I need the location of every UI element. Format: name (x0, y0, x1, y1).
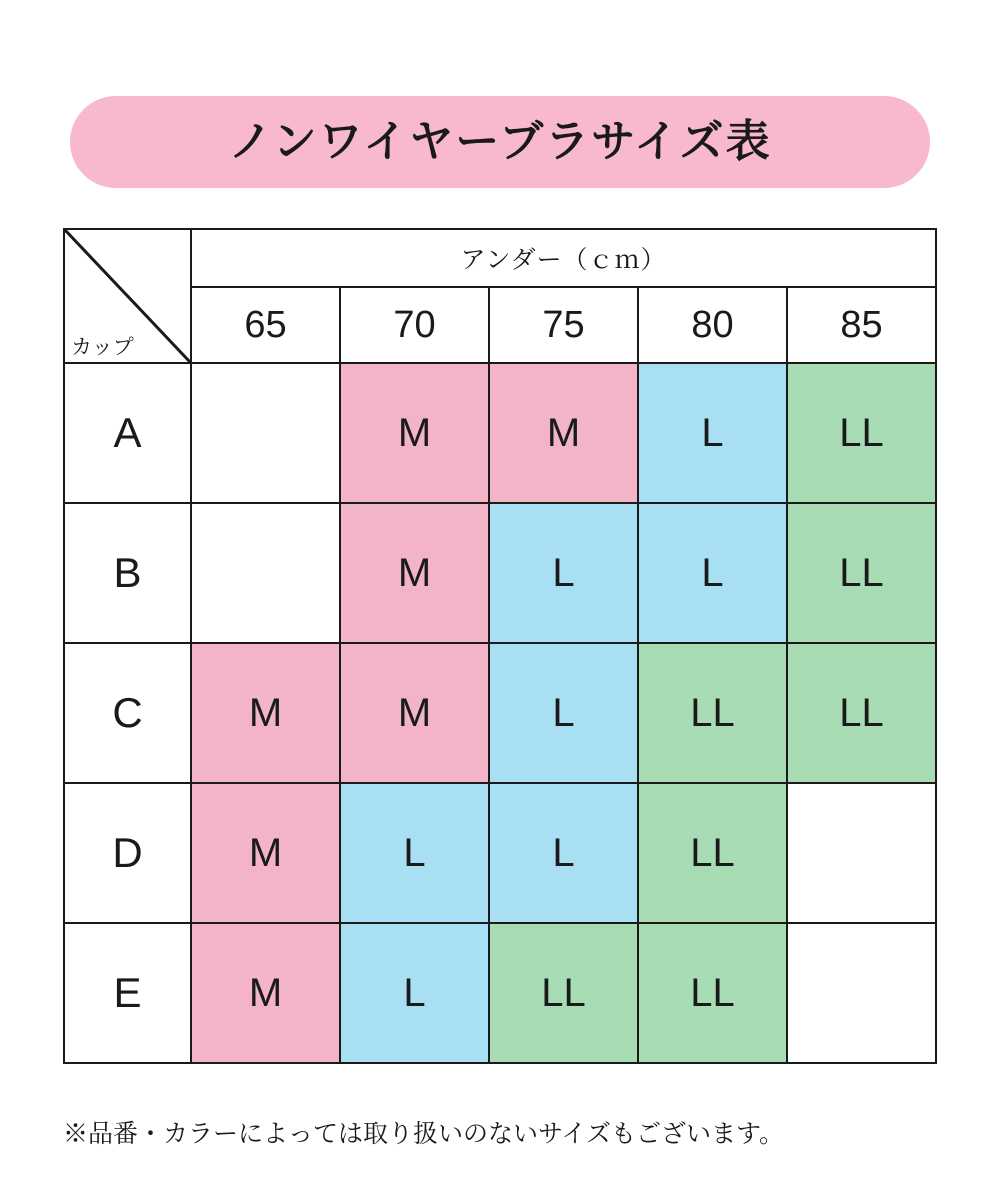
cup-label-b: B (64, 503, 191, 643)
cell-c-75: L (489, 643, 638, 783)
cell-c-70: M (340, 643, 489, 783)
cell-e-65: M (191, 923, 340, 1063)
cell-c-80: LL (638, 643, 787, 783)
under-value-70: 70 (340, 287, 489, 363)
cell-e-85 (787, 923, 936, 1063)
table-row (64, 363, 936, 503)
corner-cell (64, 229, 191, 363)
size-table-container (63, 228, 935, 1064)
cell-d-70: L (340, 783, 489, 923)
under-value-85: 85 (787, 287, 936, 363)
cell-e-75: LL (489, 923, 638, 1063)
cell-c-65: M (191, 643, 340, 783)
under-value-75: 75 (489, 287, 638, 363)
cell-a-65 (191, 363, 340, 503)
table-row (64, 923, 936, 1063)
size-table (63, 228, 937, 1064)
under-axis-label: アンダー（ｃｍ） (191, 229, 936, 287)
footnote: ※品番・カラーによっては取り扱いのないサイズもございます。 (63, 1120, 785, 1148)
cell-c-85: LL (787, 643, 936, 783)
cell-b-80: L (638, 503, 787, 643)
cup-label-e: E (64, 923, 191, 1063)
page-title: ノンワイヤーブラサイズ表 (228, 117, 772, 166)
cell-d-75: L (489, 783, 638, 923)
table-header-row (64, 229, 936, 287)
cell-a-85: LL (787, 363, 936, 503)
cell-a-75: M (489, 363, 638, 503)
cell-d-80: LL (638, 783, 787, 923)
under-value-65: 65 (191, 287, 340, 363)
cell-a-80: L (638, 363, 787, 503)
cell-b-75: L (489, 503, 638, 643)
cell-e-70: L (340, 923, 489, 1063)
table-row (64, 503, 936, 643)
cell-a-70: M (340, 363, 489, 503)
cup-label-c: C (64, 643, 191, 783)
title-banner (70, 96, 930, 188)
cell-d-65: M (191, 783, 340, 923)
cup-label-d: D (64, 783, 191, 923)
table-row (64, 643, 936, 783)
cell-d-85 (787, 783, 936, 923)
cell-b-70: M (340, 503, 489, 643)
table-row (64, 783, 936, 923)
under-value-80: 80 (638, 287, 787, 363)
cup-label-a: A (64, 363, 191, 503)
cell-b-85: LL (787, 503, 936, 643)
cell-e-80: LL (638, 923, 787, 1063)
cup-axis-label: カップ (71, 336, 134, 359)
cell-b-65 (191, 503, 340, 643)
under-values-row (64, 287, 936, 363)
